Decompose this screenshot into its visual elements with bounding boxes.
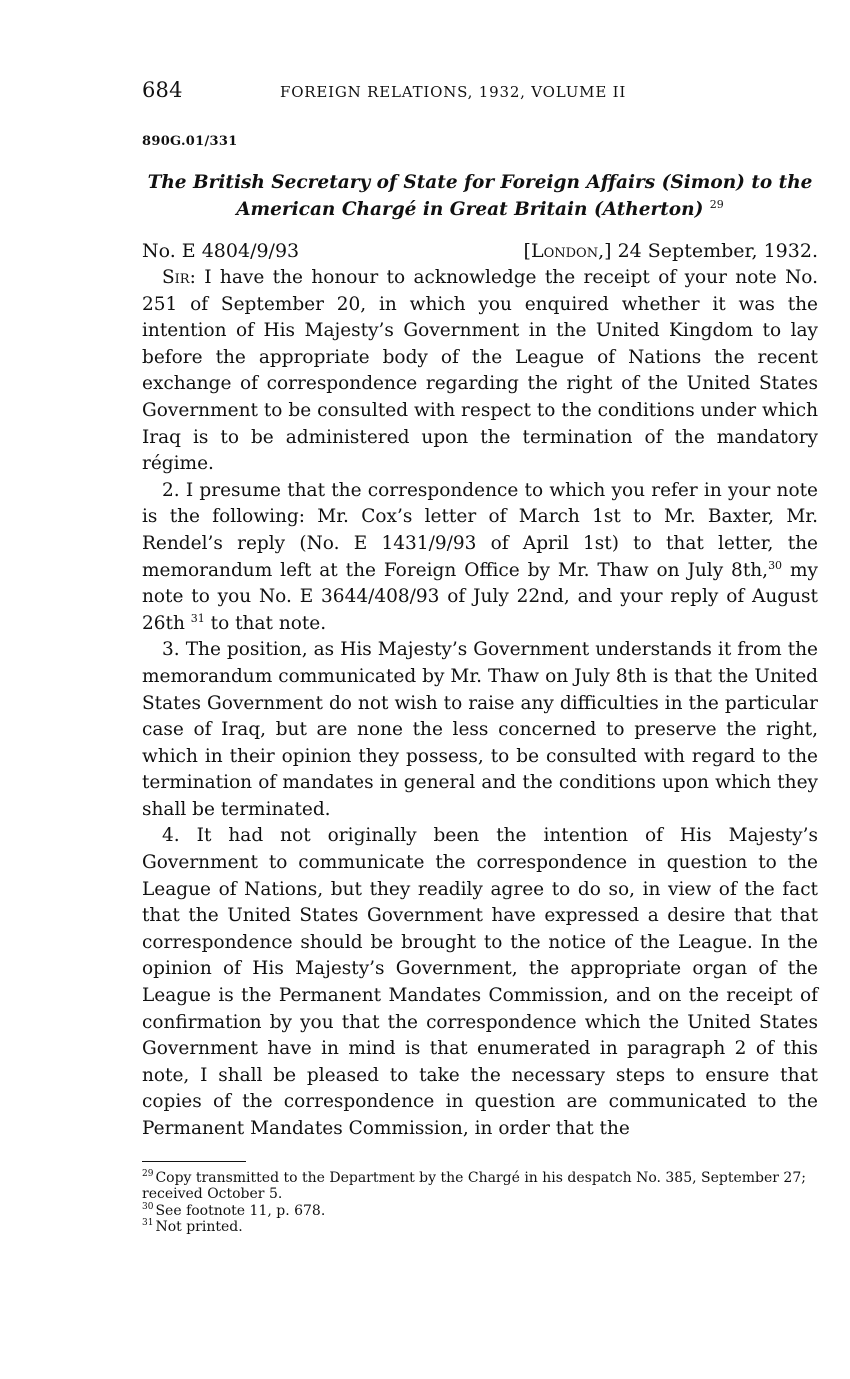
- footnote: [142, 1203, 818, 1220]
- place-and-date: [London,] 24 September, 1932.: [523, 240, 818, 262]
- footnote-divider: [142, 1161, 246, 1162]
- footnote-mark: 29: [142, 1168, 154, 1179]
- document-title: [142, 169, 818, 223]
- dateline-date: 24 September, 1932.: [617, 240, 818, 262]
- paragraph-4: 4. It had not originally been the intention of His Majesty’s Government to communicate the correspondence in question to the League of Nations, but they readily agree to do so, in view of the fact that the United States Government have expressed a desire that that correspondence should be brought to the notice of the League. In the opinion of His Majesty’s Government, the appropriate organ of the League is the Permanent Mandates Commission, and on the receipt of confirmation by you that the correspondence which the United States Government have in mind is that enumerated in paragraph 2 of this note, I shall be pleased to take the necessary steps to ensure that copies of the correspondence in question are communicated to the Permanent Mandates Commission, in order that the: [142, 825, 818, 1139]
- footnote-text: Not printed.: [155, 1219, 243, 1236]
- page: [142, 78, 818, 1236]
- paragraph-2-part-a: 2. I presume that the correspondence to which you refer in your note is the following: Mr. Cox’s letter of March 1st to Mr. Baxter, Mr. Rendel’s reply (No. E 1431/9/93 of April 1st) to that letter, the memorandum left at the Foreign Office by Mr. Thaw on July 8th,: [142, 479, 818, 581]
- footnote-mark: 31: [142, 1218, 154, 1229]
- dateline: [142, 238, 818, 265]
- reference-number: No. E 4804/9/93: [142, 240, 300, 262]
- footnote: [142, 1170, 818, 1203]
- footnote-ref-31: 31: [190, 611, 205, 625]
- title-line-2-wrap: [142, 196, 818, 223]
- salutation: Sir: [162, 267, 190, 288]
- page-header: [142, 78, 818, 112]
- title-footnote-ref: 29: [709, 197, 724, 211]
- paragraph-2-part-b: my note to you No. E 3644/408/93 of July 22nd, and your reply of August 26th: [142, 559, 818, 634]
- dateline-place: London,: [530, 240, 605, 262]
- footnote: [142, 1219, 818, 1236]
- paragraph-1-text: I have the honour to acknowledge the receipt of your note No. 251 of September 20, in which you enquired whether it was the intention of His Majesty’s Government in the United Kingdom to lay before the appropriate body of the League of Nations the recent exchange of correspondence regarding the right of the United States Government to be consulted with respect to the conditions under which Iraq is to be administered upon the termination of the mandatory régime.: [142, 267, 818, 475]
- footnote-mark: 30: [142, 1201, 154, 1212]
- file-number: 890G.01/331: [142, 134, 238, 149]
- title-line-2: American Chargé in Great Britain (Atherton): [236, 199, 704, 220]
- footnote-ref-30: 30: [768, 558, 783, 572]
- paragraph-3: 3. The position, as His Majesty’s Government understands it from the memorandum communicated by Mr. Thaw on July 8th is that the United States Government do not wish to raise any difficulties in the particular case of Iraq, but are none the less concerned to preserve the right, which in their opinion they possess, to be consulted with regard to the termination of mandates in general and the conditions upon which they shall be terminated.: [142, 639, 818, 820]
- title-line-1: The British Secretary of State for Foreign Affairs (Simon) to the: [147, 172, 813, 193]
- footnote-text: See footnote 11, p. 678.: [155, 1202, 326, 1219]
- page-number: 684: [142, 78, 183, 102]
- paragraph-2: [142, 478, 818, 638]
- paragraph-2-part-c: to that note.: [210, 612, 327, 634]
- paragraph-1: Sir: I have the honour to acknowledge the receipt of your note No. 251 of September 20, in which you enquired whether it was the intention of His Majesty’s Government in the United Kingdom to lay before the appropriate body of the League of Nations the recent exchange of correspondence regarding the right of the United States Government to be consulted with respect to the conditions under which Iraq is to be administered upon the termination of the mandatory régime.: [142, 267, 818, 475]
- running-head: FOREIGN RELATIONS, 1932, VOLUME II: [280, 83, 627, 101]
- footnote-text: Copy transmitted to the Department by the Chargé in his despatch No. 385, September 27; received October 5.: [142, 1169, 806, 1203]
- letter-body: [142, 265, 818, 1143]
- footnotes: [142, 1170, 818, 1236]
